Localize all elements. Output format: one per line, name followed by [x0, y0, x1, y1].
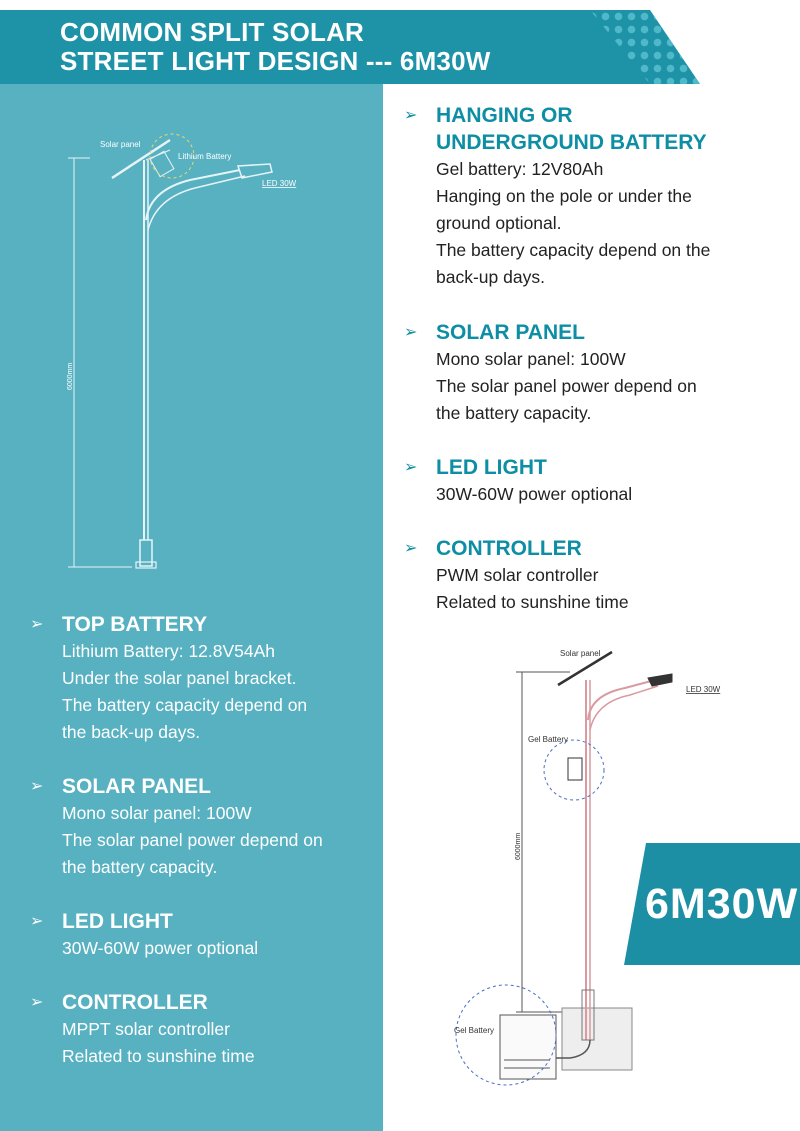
- section-text: The solar panel power depend on: [62, 830, 323, 850]
- section-heading: CONTROLLER: [436, 537, 582, 560]
- section-heading: LED LIGHT: [62, 910, 173, 933]
- chevron-icon: ➢: [404, 324, 418, 341]
- chevron-icon: ➢: [30, 778, 44, 795]
- section-text: Mono solar panel: 100W: [436, 349, 626, 369]
- chevron-icon: ➢: [404, 459, 418, 476]
- drawing-label-height: 6000mm: [515, 832, 522, 860]
- section-text: Hanging on the pole or under the: [436, 186, 692, 206]
- title-line-1: COMMON SPLIT SOLAR: [60, 17, 365, 47]
- drawing-label-height: 6000mm: [67, 362, 74, 390]
- right-solar-panel-section: [404, 319, 697, 427]
- left-led-light-section: [30, 908, 258, 962]
- chevron-icon: ➢: [404, 540, 418, 557]
- drawing-label-gel-battery-ground: Gel Battery: [454, 1026, 495, 1035]
- section-heading: SOLAR PANEL: [436, 321, 585, 344]
- section-text: PWM solar controller: [436, 565, 599, 585]
- chevron-icon: ➢: [30, 913, 44, 930]
- section-text: 30W-60W power optional: [436, 484, 633, 504]
- section-text: 30W-60W power optional: [62, 938, 259, 958]
- section-text: The solar panel power depend on: [436, 376, 697, 396]
- right-battery-section: [404, 102, 710, 291]
- section-text: Related to sunshine time: [62, 1046, 255, 1066]
- left-controller-section: [30, 989, 255, 1070]
- section-text: The battery capacity depend on: [62, 695, 308, 715]
- chevron-icon: ➢: [30, 616, 44, 633]
- section-heading: LED LIGHT: [436, 456, 547, 479]
- section-text: Gel battery: 12V80Ah: [436, 159, 604, 179]
- section-heading: SOLAR PANEL: [62, 775, 211, 798]
- heading-line-1: HANGING OR: [436, 104, 573, 127]
- section-heading: CONTROLLER: [62, 991, 208, 1014]
- right-controller-section: [404, 535, 629, 616]
- section-text: MPPT solar controller: [62, 1019, 230, 1039]
- drawing-label-led: LED 30W: [262, 179, 297, 188]
- gel-battery-pole-drawing: [440, 640, 721, 1090]
- section-heading: [436, 102, 707, 156]
- section-text: the battery capacity.: [62, 857, 218, 877]
- section-text: ground optional.: [436, 213, 562, 233]
- drawing-label-gel-battery-hanging: Gel Battery: [528, 735, 569, 744]
- section-text: Under the solar panel bracket.: [62, 668, 297, 688]
- drawing-label-solar-panel: Solar panel: [560, 649, 601, 658]
- section-text: back-up days.: [436, 267, 545, 287]
- top-battery-pole-drawing: [60, 120, 320, 580]
- page-title: [60, 18, 490, 76]
- section-heading: TOP BATTERY: [62, 613, 208, 636]
- section-text: Lithium Battery: 12.8V54Ah: [62, 641, 276, 661]
- heading-line-2: UNDERGROUND BATTERY: [436, 131, 707, 154]
- right-led-light-section: [404, 454, 632, 508]
- drawing-label-solar-panel: Solar panel: [100, 140, 141, 149]
- section-text: Mono solar panel: 100W: [62, 803, 252, 823]
- section-text: Related to sunshine time: [436, 592, 629, 612]
- section-text: the battery capacity.: [436, 403, 592, 423]
- title-line-2: STREET LIGHT DESIGN --- 6M30W: [60, 46, 491, 76]
- left-solar-panel-section: [30, 773, 323, 881]
- drawing-label-lithium-battery: Lithium Battery: [178, 152, 232, 161]
- section-text: The battery capacity depend on the: [436, 240, 711, 260]
- chevron-icon: ➢: [30, 994, 44, 1011]
- chevron-icon: ➢: [404, 107, 418, 124]
- section-text: the back-up days.: [62, 722, 201, 742]
- model-badge-label: 6M30W: [645, 880, 799, 928]
- left-top-battery-section: [30, 611, 307, 746]
- drawing-label-led: LED 30W: [686, 685, 721, 694]
- header-banner: [0, 0, 700, 84]
